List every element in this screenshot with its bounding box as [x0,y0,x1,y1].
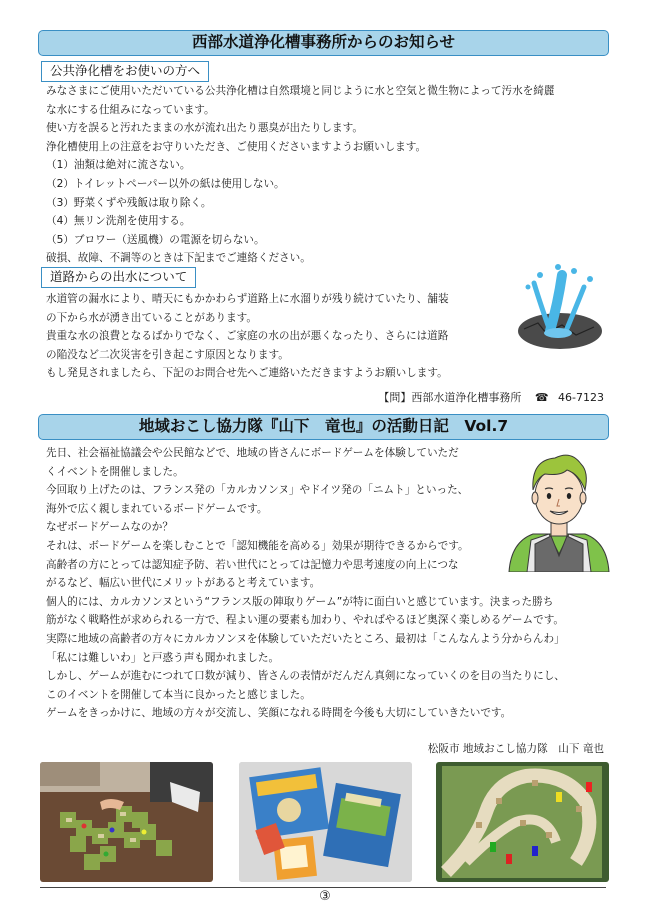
contact-label: 【問】西部水道浄化槽事務所 [378,391,522,404]
section1-banner: 西部水道浄化槽事務所からのお知らせ [38,30,609,56]
text-line: それは、ボードゲームを楽しむことで「認知機能を高める」効果が期待できるからです。 [46,539,469,552]
text-line: 先日、社会福祉協議会や公民館などで、地域の皆さんにボードゲームを体験していただ [46,447,459,459]
text-line: もし発見されましたら、下記のお問合せ先へご連絡いただきますようお願いします。 [46,367,448,380]
portrait-illustration [505,444,613,572]
text-line: 個人的には、カルカソンヌという“フランス版の陣取りゲーム”が特に面白いと感じています。決まった勝ち [46,595,554,608]
text-line: な水にする仕組みになっています。 [46,103,215,116]
phone-icon: ☎ [534,391,549,404]
text-line: の陥没など二次災害を引き起こす原因となります。 [46,348,289,361]
diary-text [46,444,565,723]
text-line: 筋がなく戦略性が求められる一方で、程よい運の要素も加わり、やればやるほど奥深く楽しめるゲームです。 [46,614,565,627]
water-leak-illustration [510,263,604,357]
text-line: 「私には難しいわ」と戸惑う声も聞かれました。 [46,651,280,664]
diary-signature: 松阪市 地域おこし協力隊 山下 竜也 [427,743,604,755]
contact-phone: 46-7123 [558,391,604,404]
footer-divider [40,887,606,888]
subheading-road-water: 道路からの出水について [41,267,196,288]
page-number: ③ [319,889,331,904]
road-water-text [46,290,449,383]
text-line: 破損、故障、不調等のときは下記までご連絡ください。 [46,252,311,265]
text-line: みなさまにご使用いただいている公共浄化槽は自然環境と同じように水と空気と微生物によって汚水を綺麗 [46,85,555,97]
text-line: （4）無リン洗剤を使用する。 [46,215,191,228]
text-line: （5）ブロワー（送風機）の電源を切らない。 [46,233,265,246]
section2-banner: 地域おこし協力隊『山下 竜也』の活動日記 Vol.7 [38,414,609,440]
text-line: 浄化槽使用上の注意をお守りいただき、ご使用くださいますようお願いします。 [46,140,427,153]
photo-game-boxes [239,762,412,882]
text-line: しかし、ゲームが進むにつれて口数が減り、皆さんの表情がだんだん真剣になっていくのを目の当たりにし、 [46,670,565,683]
septic-notice-text [46,82,555,268]
contact-line [378,389,604,405]
text-line: の下から水が湧き出ていることがあります。 [46,311,258,324]
photo-game-board [436,762,609,882]
text-line: 貴重な水の浪費となるばかりでなく、ご家庭の水の出が悪くなったり、さらには道路 [46,330,449,343]
text-line: このイベントを開催して本当に良かったと感じました。 [46,688,311,701]
text-line: くイベントを開催しました。 [46,465,184,478]
text-line: （3）野菜くずや残飯は取り除く。 [46,196,212,209]
text-line: （1）油類は絶対に流さない。 [46,159,191,172]
text-line: 今回取り上げたのは、フランス発の「カルカソンヌ」やドイツ発の「ニムト」といった、 [46,484,469,497]
photo-board-game-table [40,762,213,882]
text-line: 使い方を誤ると汚れたままの水が流れ出たり悪臭が出たりします。 [46,122,363,135]
text-line: 実際に地域の高齢者の方々にカルカソンヌを体験していただいたところ、最初は「こんなんよう分からんわ」 [46,632,565,645]
text-line: 海外で広く親しまれているボードゲームです。 [46,502,268,515]
text-line: 水道管の漏水により、晴天にもかかわらず道路上に水溜りが残り続けていたり、舗装 [46,293,449,305]
text-line: 高齢者の方にとっては認知症予防、若い世代にとっては記憶力や思考速度の向上につな [46,558,459,571]
text-line: がるなど、幅広い世代にメリットがあると考えています。 [46,577,321,590]
text-line: ゲームをきっかけに、地域の方々が交流し、笑顔になれる時間を今後も大切にしていきたいです。 [46,707,512,720]
text-line: なぜボードゲームなのか？ [46,521,173,534]
text-line: （2）トイレットペーパー以外の紙は使用しない。 [46,177,285,190]
subheading-public-septic: 公共浄化槽をお使いの方へ [41,61,209,82]
